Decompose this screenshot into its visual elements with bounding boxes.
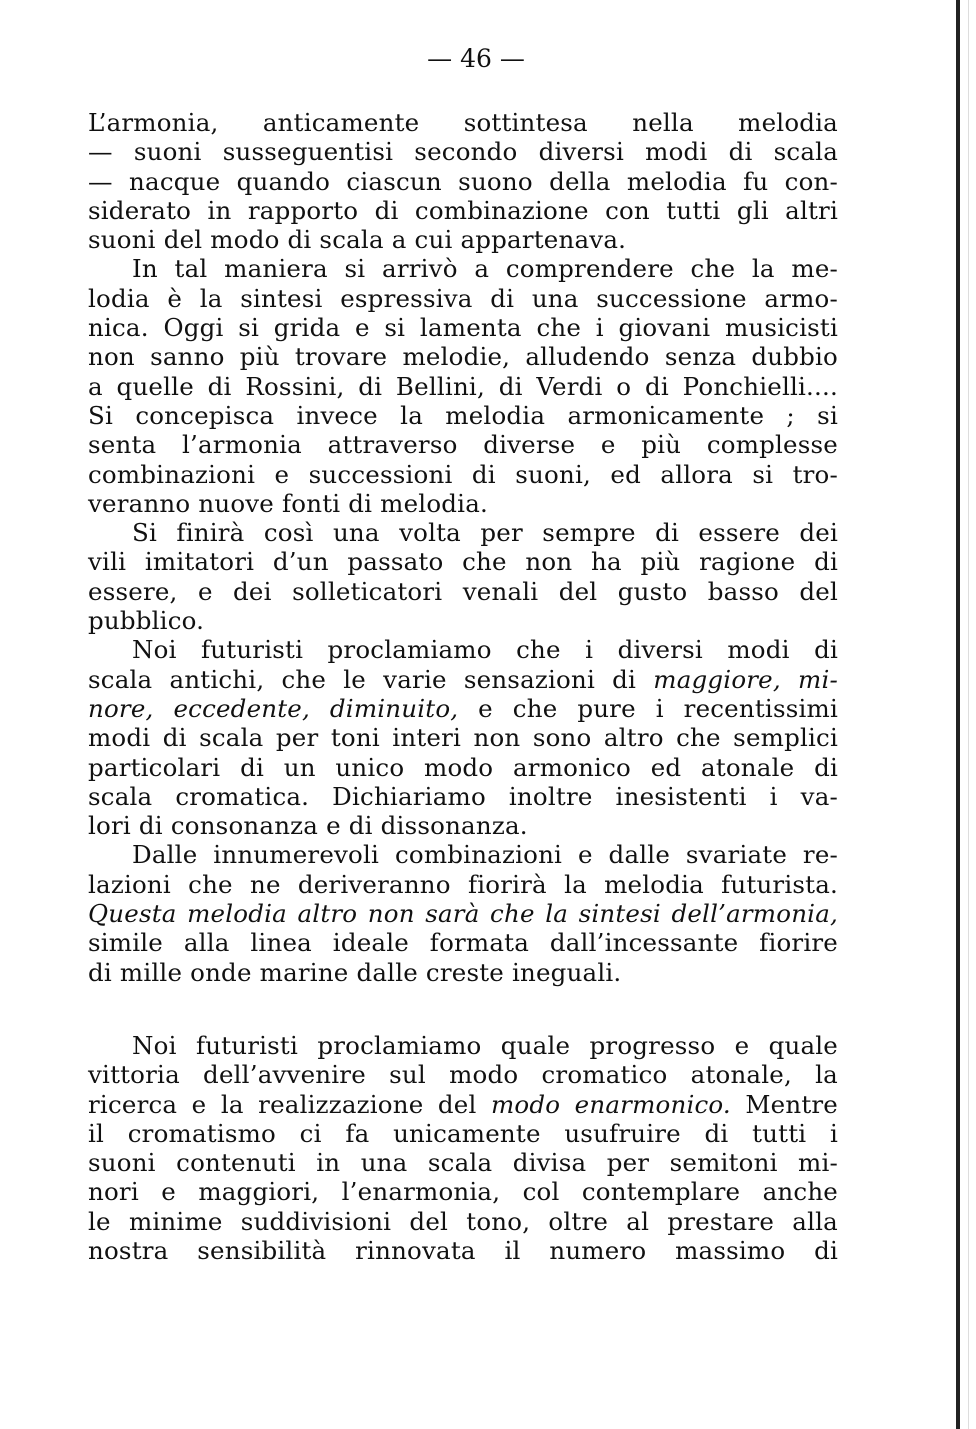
page-number: — 46 — xyxy=(427,44,525,73)
text-segment: Noi futuristi proclamiamo quale progresso e quale xyxy=(132,1030,838,1060)
text-segment: combinazioni e successioni di suoni, ed allora si tro- xyxy=(88,459,838,489)
text-line xyxy=(88,870,838,899)
italic-text: maggiore, mi- xyxy=(653,664,838,694)
italic-text: Questa melodia altro non sarà che la sintesi dell’armonia, xyxy=(88,899,838,929)
text-segment: Dalle innumerevoli combinazioni e dalle svariate re- xyxy=(132,840,838,870)
text-segment: pubblico. xyxy=(88,606,205,636)
text-segment: lori di consonanza e di dissonanza. xyxy=(88,811,528,841)
text-line xyxy=(88,137,838,166)
text-line xyxy=(88,665,838,694)
text-line xyxy=(88,108,838,137)
text-line xyxy=(88,372,838,401)
text-segment: siderato in rapporto di combinazione con tutti gli altri xyxy=(88,195,838,225)
text-line xyxy=(88,489,838,518)
text-line xyxy=(88,1177,838,1206)
italic-text: nore, eccedente, diminuito, xyxy=(88,693,459,723)
text-segment: nori e maggiori, l’enarmonia, col contemplare anche xyxy=(88,1177,838,1207)
text-line xyxy=(88,167,838,196)
text-line xyxy=(88,430,838,459)
text-segment: suoni del modo di scala a cui appartenava. xyxy=(88,225,627,255)
text-segment: senta l’armonia attraverso diverse e più complesse xyxy=(88,430,838,460)
text-segment: essere, e dei solleticatori venali del gusto basso del xyxy=(88,576,838,606)
text-segment: non sanno più trovare melodie, alludendo senza dubbio xyxy=(88,342,838,372)
text-segment: il cromatismo ci fa unicamente usufruire di tutti i xyxy=(88,1118,838,1148)
text-line xyxy=(88,606,838,635)
text-segment: vili imitatori d’un passato che non ha più ragione di xyxy=(88,547,838,577)
text-segment: e che pure i recentissimi xyxy=(458,693,838,723)
text-line xyxy=(88,196,838,225)
text-segment: particolari di un unico modo armonico ed atonale di xyxy=(88,752,838,782)
text-line xyxy=(88,225,838,254)
text-line xyxy=(88,1148,838,1177)
text-line xyxy=(88,1207,838,1236)
text-segment: — nacque quando ciascun suono della melodia fu con- xyxy=(88,166,838,196)
text-line xyxy=(88,753,838,782)
text-line xyxy=(88,840,838,869)
text-line xyxy=(88,811,838,840)
text-line xyxy=(88,694,838,723)
text-line xyxy=(88,958,838,987)
text-segment: nostra sensibilità rinnovata il numero massimo di xyxy=(88,1235,838,1265)
text-line xyxy=(88,782,838,811)
text-segment: nica. Oggi si grida e si lamenta che i giovani musicisti xyxy=(88,313,838,343)
text-line xyxy=(88,518,838,547)
body-text xyxy=(88,108,838,1265)
text-line xyxy=(88,460,838,489)
text-line xyxy=(88,635,838,664)
text-segment: scala antichi, che le varie sensazioni di xyxy=(88,664,654,694)
text-line xyxy=(88,577,838,606)
text-segment: modi di scala per toni interi non sono altro che semplici xyxy=(88,723,838,753)
text-segment: scala cromatica. Dichiariamo inoltre inesistenti i va- xyxy=(88,781,838,811)
text-line xyxy=(88,899,838,928)
italic-text: modo enarmonico. xyxy=(491,1089,731,1119)
text-line xyxy=(88,284,838,313)
text-segment: lazioni che ne deriveranno fiorirà la melodia futurista. xyxy=(88,869,838,899)
text-segment: vittoria dell’avvenire sul modo cromatico atonale, la xyxy=(88,1060,838,1090)
text-segment: le minime suddivisioni del tono, oltre al prestare alla xyxy=(88,1206,838,1236)
text-segment: veranno nuove fonti di melodia. xyxy=(88,488,488,518)
text-segment: a quelle di Rossini, di Bellini, di Verdi o di Ponchielli.... xyxy=(88,371,838,401)
text-line xyxy=(88,723,838,752)
text-segment: — suoni susseguentisi secondo diversi modi di scala xyxy=(88,137,838,167)
text-line xyxy=(88,342,838,371)
text-segment: lodia è la sintesi espressiva di una successione armo- xyxy=(88,283,838,313)
page-edge xyxy=(956,0,960,1429)
text-line xyxy=(88,1090,838,1119)
text-segment: suoni contenuti in una scala divisa per semitoni mi- xyxy=(88,1148,838,1178)
page-edge-shadow xyxy=(968,0,969,1429)
text-line xyxy=(88,401,838,430)
text-line xyxy=(88,313,838,342)
text-line xyxy=(88,928,838,957)
text-segment: ricerca e la realizzazione del xyxy=(88,1089,491,1119)
text-segment: Si concepisca invece la melodia armonicamente ; si xyxy=(88,400,838,430)
text-segment: di mille onde marine dalle creste ineguali. xyxy=(88,957,622,987)
text-segment: Noi futuristi proclamiamo che i diversi modi di xyxy=(132,635,838,665)
text-segment: In tal maniera si arrivò a comprendere che la me- xyxy=(132,254,838,284)
text-line xyxy=(88,1031,838,1060)
text-segment: Si finirà così una volta per sempre di essere dei xyxy=(132,518,838,548)
text-segment: simile alla linea ideale formata dall’incessante fiorire xyxy=(88,928,838,958)
paragraph-gap xyxy=(88,987,838,1031)
text-line xyxy=(88,254,838,283)
text-segment: Mentre xyxy=(730,1089,838,1119)
text-line xyxy=(88,547,838,576)
text-line xyxy=(88,1060,838,1089)
text-segment: L’armonia, anticamente sottintesa nella melodia xyxy=(88,108,838,137)
text-line xyxy=(88,1236,838,1265)
text-line xyxy=(88,1119,838,1148)
